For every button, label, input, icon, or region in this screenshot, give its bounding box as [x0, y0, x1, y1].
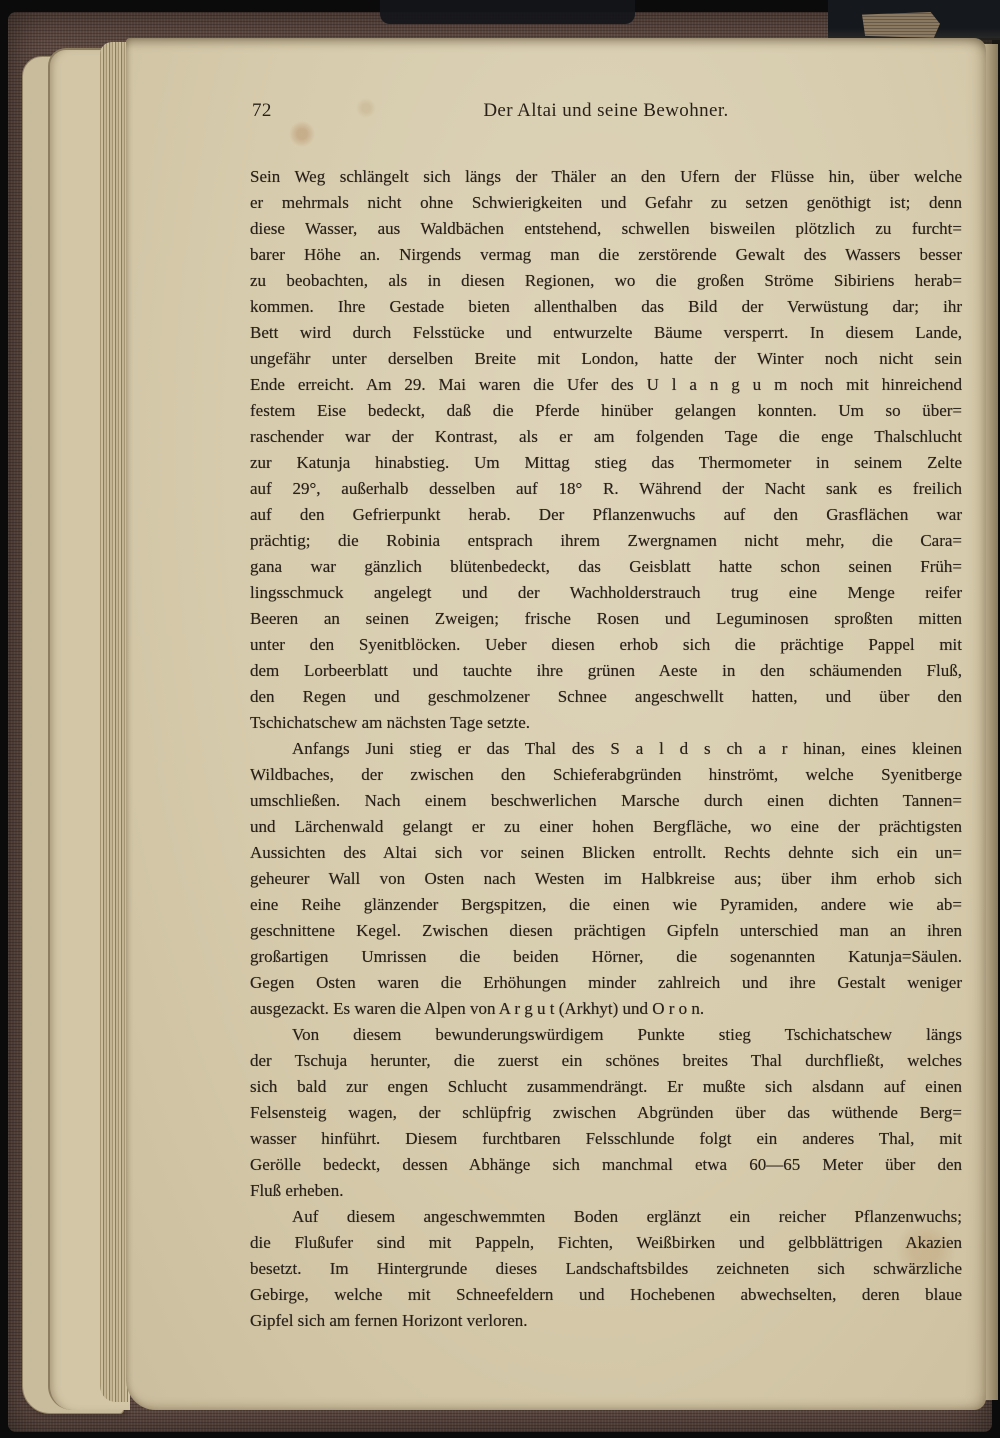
paragraph — [250, 736, 962, 1022]
text-line: Aussichten des Altai sich vor seinen Blicken entrollt. Rechts dehnte sich ein un= — [250, 843, 962, 862]
text-line: Sein Weg schlängelt sich längs der Thäler an den Ufern der Flüsse hin, über welche — [250, 167, 962, 186]
text-line: gana war gänzlich blütenbedeckt, das Geisblatt hatte schon seinen Früh= — [250, 557, 962, 576]
text-line: unter den Syenitblöcken. Ueber diesen erhob sich die prächtige Pappel mit — [250, 635, 962, 654]
text-line: Auf diesem angeschwemmten Boden erglänzt ein reicher Pflanzenwuchs; — [292, 1207, 962, 1226]
text-line: prächtig; die Robinia entsprach ihrem Zwergnamen nicht mehr, die Cara= — [250, 531, 962, 550]
text-line: lingsschmuck angelegt und der Wachholderstrauch trug eine Menge reifer — [250, 583, 962, 602]
text-line: Von diesem bewunderungswürdigem Punkte stieg Tschichatschew längs — [292, 1025, 962, 1044]
top-shadow — [380, 0, 635, 24]
text-line: Tschichatschew am nächsten Tage setzte. — [250, 713, 531, 732]
text-line: die Flußufer sind mit Pappeln, Fichten, Weißbirken und gelbblättrigen Akazien — [250, 1233, 962, 1252]
text-line: Gipfel sich am fernen Horizont verloren. — [250, 1311, 528, 1330]
paragraph — [250, 1022, 962, 1204]
text-line: Felsensteig wagen, der schlüpfrig zwischen Abgründen über das wüthende Berg= — [250, 1103, 962, 1122]
text-line: diese Wasser, aus Waldbächen entstehend, schwellen bisweilen plötzlich zu furcht= — [250, 219, 962, 238]
text-line: geheurer Wall von Osten nach Westen im Halbkreise aus; über ihm erhob sich — [250, 869, 962, 888]
text-line: Wildbaches, der zwischen den Schieferabgründen hinströmt, welche Syenitberge — [250, 765, 962, 784]
book-page — [126, 38, 986, 1410]
text-line: Fluß erheben. — [250, 1181, 344, 1200]
page-fore-edge — [984, 44, 998, 1400]
text-line: Gebirge, welche mit Schneefeldern und Hochebenen abwechselten, deren blaue — [250, 1285, 962, 1304]
text-line: auf 29°, außerhalb desselben auf 18° R. Während der Nacht sank es freilich — [250, 479, 962, 498]
text-line: Gerölle bedeckt, dessen Abhänge sich manchmal etwa 60—65 Meter über den — [250, 1155, 962, 1174]
text-line: ausgezackt. Es waren die Alpen von A r g u t (Arkhyt) und O r o n. — [250, 999, 705, 1018]
text-line: eine Reihe glänzender Bergspitzen, die einen wie Pyramiden, andere wie ab= — [250, 895, 962, 914]
text-line: Beeren an seinen Zweigen; frische Rosen und Leguminosen sproßten mitten — [250, 609, 962, 628]
page-content — [250, 100, 962, 1334]
text-line: zu beobachten, als in diesen Regionen, wo die großen Ströme Sibiriens herab= — [250, 271, 962, 290]
text-line: er mehrmals nicht ohne Schwierigkeiten und Gefahr zu setzen genöthigt ist; denn — [250, 193, 962, 212]
text-line: zur Katunja hinabstieg. Um Mittag stieg das Thermometer in seinem Zelte — [250, 453, 962, 472]
cover-cloth-fragment — [862, 12, 940, 38]
text-line: barer Höhe an. Nirgends vermag man die zerstörende Gewalt des Wassers besser — [250, 245, 962, 264]
text-line: Gegen Osten waren die Erhöhungen minder zahlreich und ihre Gestalt weniger — [250, 973, 962, 992]
text-block — [250, 164, 962, 1334]
running-header — [250, 100, 962, 124]
text-line: besetzt. Im Hintergrunde dieses Landschaftsbildes zeichneten sich schwärzliche — [250, 1259, 962, 1278]
text-line: der Tschuja herunter, die zuerst ein schönes breites Thal durchfließt, welches — [250, 1051, 962, 1070]
page-stack-edges — [100, 42, 128, 1402]
running-header-title: Der Altai und seine Bewohner. — [483, 100, 729, 121]
text-line: den Regen und geschmolzener Schnee angeschwellt hatten, und über den — [250, 687, 962, 706]
paragraph — [250, 164, 962, 736]
text-line: raschender war der Kontrast, als er am folgenden Tage die enge Thalschlucht — [250, 427, 962, 446]
text-line: wasser hinführt. Diesem furchtbaren Felsschlunde folgt ein anderes Thal, mit — [250, 1129, 962, 1148]
text-line: geschnittene Kegel. Zwischen diesen prächtigen Gipfeln unterschied man an ihren — [250, 921, 962, 940]
text-line: Ende erreicht. Am 29. Mai waren die Ufer des U l a n g u m noch mit hinreichend — [250, 375, 962, 394]
text-line: sich bald zur engen Schlucht zusammendrängt. Er mußte sich alsdann auf einen — [250, 1077, 962, 1096]
text-line: umschließen. Nach einem beschwerlichen Marsche durch einen dichten Tannen= — [250, 791, 962, 810]
page-number: 72 — [252, 100, 272, 121]
text-line: festem Eise bedeckt, daß die Pferde hinüber gelangen konnten. Um so über= — [250, 401, 962, 420]
text-line: ungefähr unter derselben Breite mit London, hatte der Winter noch nicht sein — [250, 349, 962, 368]
text-line: Bett wird durch Felsstücke und entwurzelte Bäume versperrt. In diesem Lande, — [250, 323, 962, 342]
text-line: Anfangs Juni stieg er das Thal des S a l d s ch a r hinan, eines kleinen — [292, 739, 962, 758]
text-line: und Lärchenwald gelangt er zu einer hohen Bergfläche, wo eine der prächtigsten — [250, 817, 962, 836]
text-line: dem Lorbeerblatt und tauchte ihre grünen Aeste in den schäumenden Fluß, — [250, 661, 962, 680]
paragraph — [250, 1204, 962, 1334]
text-line: auf den Gefrierpunkt herab. Der Pflanzenwuchs auf den Grasflächen war — [250, 505, 962, 524]
text-line: kommen. Ihre Gestade bieten allenthalben das Bild der Verwüstung dar; ihr — [250, 297, 962, 316]
text-line: großartigen Umrissen die beiden Hörner, die sogenannten Katunja=Säulen. — [250, 947, 962, 966]
